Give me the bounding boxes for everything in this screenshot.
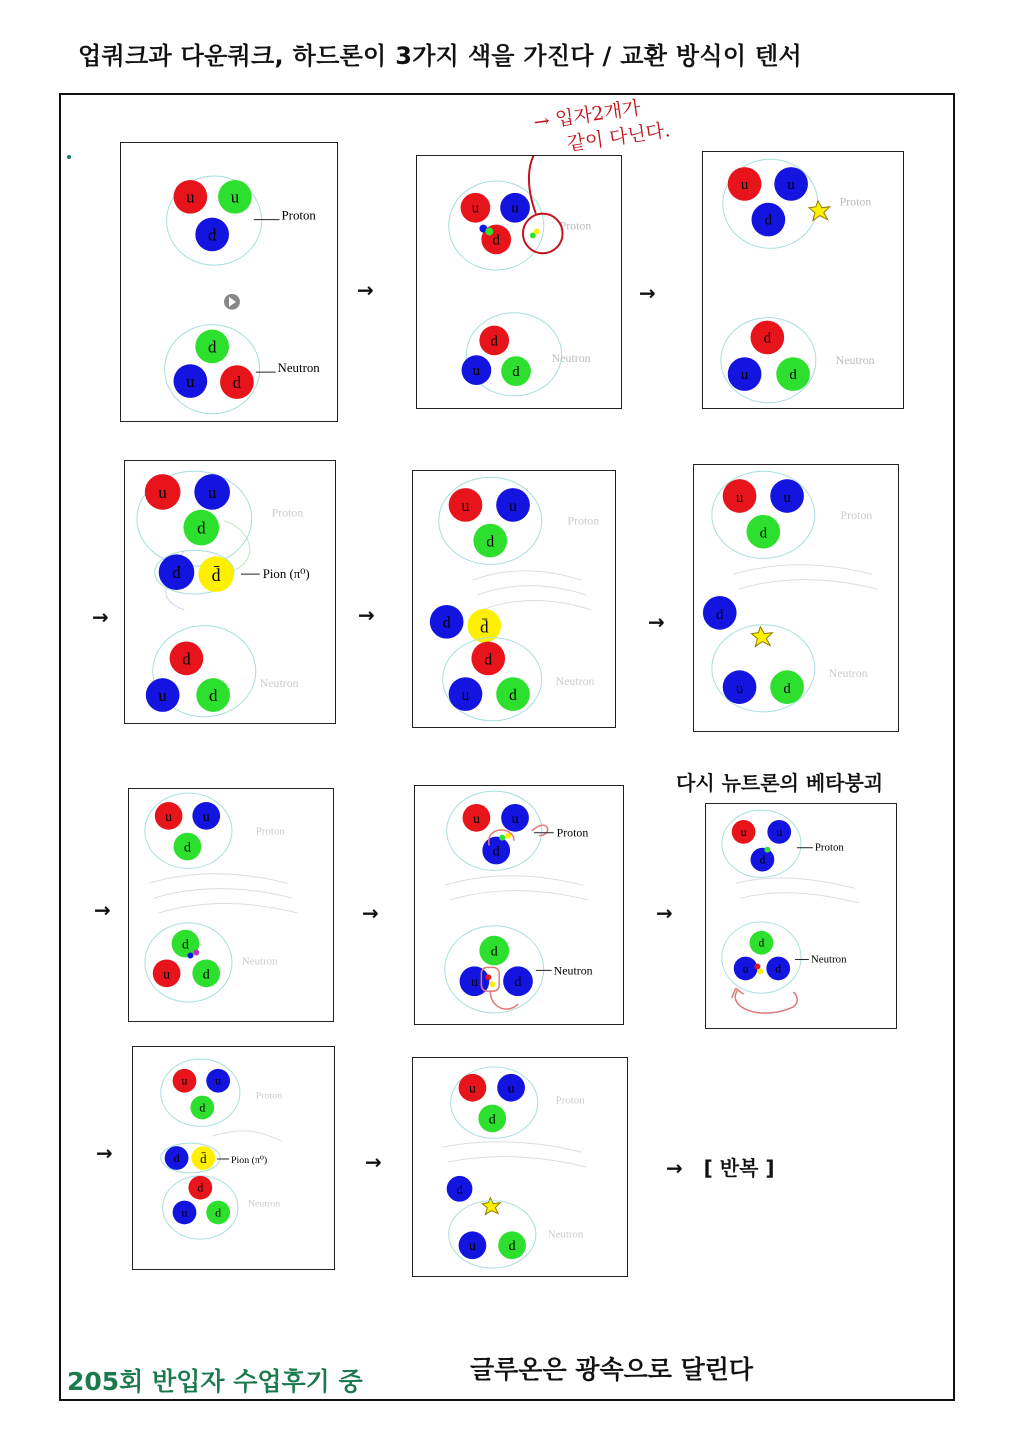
panel-1 (120, 142, 338, 422)
svg-text:Proton: Proton (255, 825, 285, 838)
svg-text:d: d (764, 212, 773, 229)
svg-text:d: d (199, 1100, 206, 1115)
svg-text:Neutron: Neutron (555, 674, 595, 689)
svg-text:Proton: Proton (555, 1094, 585, 1107)
svg-text:u: u (507, 1081, 515, 1097)
arrow: → (94, 898, 111, 922)
svg-text:Neutron: Neutron (551, 351, 591, 366)
panel-6 (693, 464, 899, 732)
svg-text:u: u (740, 824, 747, 839)
arrow: → (362, 901, 379, 925)
svg-text:u: u (461, 497, 470, 515)
svg-text:u: u (740, 367, 749, 384)
panel-4 (124, 460, 336, 724)
quark-d: d (207, 337, 217, 357)
svg-text:u: u (511, 810, 519, 826)
svg-text:d: d (182, 649, 191, 669)
svg-text:d: d (763, 330, 772, 347)
arrow: → (92, 605, 109, 629)
panel-5 (412, 470, 616, 728)
svg-text:d: d (456, 1182, 463, 1197)
arrow: → (96, 1141, 113, 1165)
panel-8 (414, 785, 624, 1025)
svg-text:u: u (742, 961, 749, 976)
svg-text:u: u (471, 200, 480, 217)
gluon-caption: 글루온은 광속으로 달린다 (470, 1355, 754, 1384)
quark-u: u (186, 372, 195, 392)
panel-7 (128, 788, 334, 1022)
quark-d: d (207, 225, 217, 245)
svg-text:u: u (735, 681, 744, 698)
svg-text:d: d (716, 606, 724, 623)
svg-text:u: u (740, 176, 749, 193)
svg-text:Neutron: Neutron (835, 353, 875, 368)
svg-text:u: u (511, 200, 519, 217)
page-title: 업쿼크과 다운쿼크, 하드론이 3가지 색을 가진다 / 교환 방식이 텐서 (78, 42, 802, 70)
svg-text:u: u (461, 687, 470, 704)
svg-text:d: d (197, 518, 206, 538)
svg-text:u: u (735, 489, 744, 506)
arrow: → (656, 901, 673, 925)
svg-text:Proton: Proton (567, 513, 600, 528)
svg-text:d: d (783, 681, 791, 698)
svg-text:d: d (215, 1205, 222, 1220)
svg-text:Pion (π⁰): Pion (π⁰) (262, 567, 310, 582)
svg-text:Neutron: Neutron (828, 666, 868, 681)
svg-text:u: u (468, 1239, 476, 1255)
arrow: → (648, 610, 665, 634)
svg-text:u: u (158, 482, 167, 502)
quark-u: u (230, 187, 240, 207)
svg-text:d̄: d̄ (480, 617, 489, 637)
svg-text:Neutron: Neutron (547, 1228, 584, 1241)
arrow: → (639, 281, 656, 305)
quark-u: u (186, 187, 195, 207)
svg-text:u: u (472, 363, 481, 380)
svg-text:d: d (514, 974, 522, 990)
svg-text:d: d (492, 843, 500, 859)
svg-text:d: d (486, 533, 495, 551)
panel-3 (702, 151, 904, 409)
svg-text:u: u (468, 1081, 476, 1097)
label-neutron: Neutron (277, 361, 320, 376)
svg-text:d: d (181, 936, 189, 952)
svg-text:d: d (488, 1112, 496, 1128)
svg-text:u: u (509, 497, 517, 515)
svg-text:d: d (758, 935, 765, 950)
svg-text:u: u (181, 1205, 188, 1220)
svg-text:Neutron: Neutron (810, 953, 847, 966)
svg-text:Pion (π⁰): Pion (π⁰) (231, 1154, 268, 1166)
svg-text:u: u (470, 974, 478, 990)
svg-text:u: u (202, 808, 210, 824)
svg-text:u: u (207, 482, 217, 502)
svg-text:d̄: d̄ (200, 1151, 207, 1166)
svg-text:d: d (509, 687, 517, 704)
svg-text:Neutron: Neutron (241, 955, 278, 968)
svg-text:Proton: Proton (556, 825, 589, 840)
svg-text:d: d (208, 685, 218, 705)
svg-text:d: d (775, 961, 782, 976)
label-proton: Proton (281, 208, 316, 223)
svg-text:d: d (759, 525, 768, 542)
repeat-label: → [ 반복 ] (666, 1156, 775, 1180)
svg-text:u: u (163, 966, 171, 982)
arrow: → (357, 278, 374, 302)
svg-text:d: d (183, 839, 191, 855)
svg-text:d: d (442, 614, 451, 632)
svg-text:d: d (202, 966, 210, 982)
svg-text:u: u (783, 489, 791, 506)
svg-text:d̄: d̄ (211, 565, 221, 586)
svg-text:u: u (215, 1073, 222, 1088)
svg-text:d: d (172, 563, 181, 583)
svg-text:Proton: Proton (814, 841, 844, 854)
svg-text:Proton: Proton (271, 505, 304, 520)
svg-text:u: u (181, 1073, 188, 1088)
arrow: → (358, 603, 375, 627)
panel-11 (412, 1057, 628, 1277)
svg-text:d: d (484, 651, 493, 669)
bullet-dot (67, 155, 71, 159)
svg-text:u: u (158, 685, 167, 705)
svg-text:d: d (759, 852, 766, 867)
handwritten-note: → 입자2개가 같이 다닌다. (532, 97, 672, 156)
svg-text:d: d (490, 333, 498, 350)
svg-text:d: d (789, 367, 797, 384)
svg-text:Neutron: Neutron (259, 676, 299, 691)
panel-2 (416, 155, 622, 409)
svg-text:Proton: Proton (840, 507, 873, 522)
svg-text:d: d (508, 1239, 516, 1255)
svg-text:Proton: Proton (839, 194, 872, 209)
svg-text:d: d (173, 1150, 180, 1165)
svg-text:Proton: Proton (255, 1090, 283, 1102)
svg-text:u: u (776, 824, 783, 839)
svg-text:Neutron: Neutron (553, 963, 593, 978)
svg-text:Proton: Proton (559, 218, 592, 233)
svg-text:d: d (492, 232, 500, 249)
svg-text:d: d (197, 1180, 204, 1195)
quark-d: d (232, 373, 242, 393)
svg-text:d: d (490, 943, 498, 959)
svg-text:Neutron: Neutron (247, 1198, 281, 1210)
panel-9 (705, 803, 897, 1029)
svg-text:u: u (472, 810, 480, 826)
svg-text:d: d (512, 364, 520, 381)
svg-text:u: u (165, 808, 173, 824)
arrow: → (365, 1150, 382, 1174)
beta-caption: 다시 뉴트론의 베타붕괴 (676, 771, 884, 795)
svg-text:u: u (787, 176, 795, 193)
source-caption: 205회 반입자 수업후기 중 (67, 1367, 363, 1396)
panel-10 (132, 1046, 335, 1270)
